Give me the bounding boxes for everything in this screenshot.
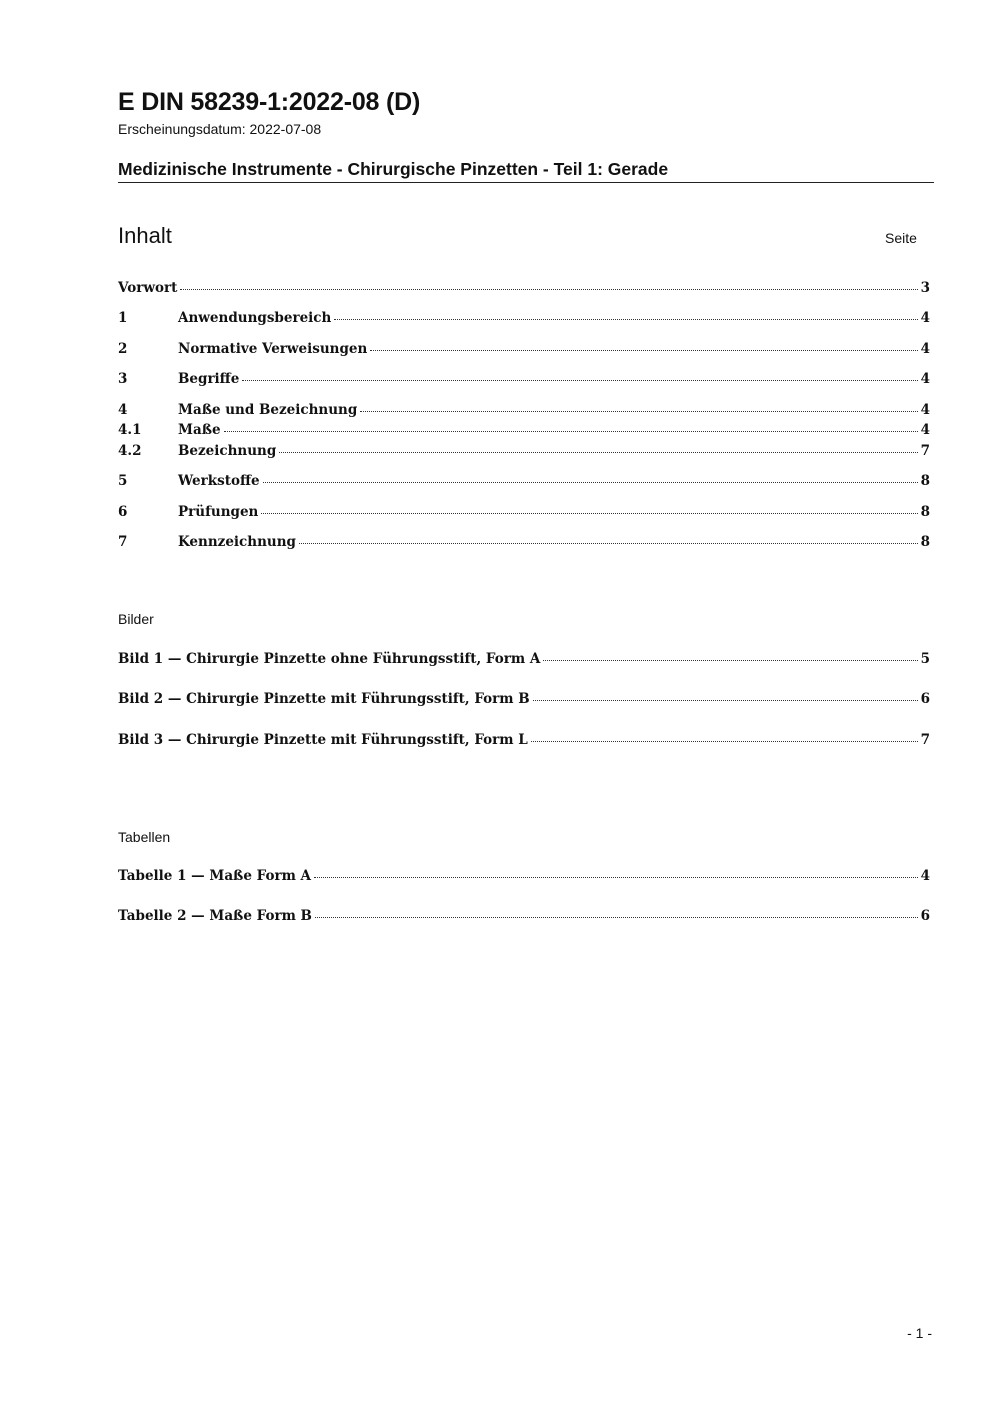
toc-entry-title: Maße xyxy=(178,422,221,438)
toc-entry-page: 4 xyxy=(920,371,930,387)
table-entry-title: Tabelle 2 — Maße Form B xyxy=(118,908,312,924)
toc-entry-title: Maße und Bezeichnung xyxy=(178,402,358,418)
toc-entry-page: 4 xyxy=(920,341,930,357)
toc-entry-title: Normative Verweisungen xyxy=(178,341,368,357)
table-entry-1[interactable] xyxy=(118,868,930,888)
dot-leader xyxy=(543,660,917,661)
toc-entry-number: 2 xyxy=(118,341,128,357)
toc-entry-4-2[interactable] xyxy=(118,443,930,463)
page-number: - 1 - xyxy=(907,1325,932,1341)
toc-entry-page: 4 xyxy=(920,402,930,418)
toc-entry-page: 7 xyxy=(920,443,930,459)
toc-entry-6[interactable] xyxy=(118,504,930,524)
figure-entry-3[interactable] xyxy=(118,732,930,752)
document-title: Medizinische Instrumente - Chirurgische Pinzetten - Teil 1: Gerade xyxy=(118,159,669,179)
toc-entry-title: Werkstoffe xyxy=(178,473,260,489)
figure-entry-title: Bild 1 — Chirurgie Pinzette ohne Führungsstift, Form A xyxy=(118,651,541,667)
dot-leader xyxy=(533,700,918,701)
toc-entry-title: Kennzeichnung xyxy=(178,534,296,550)
table-entry-title: Tabelle 1 — Maße Form A xyxy=(118,868,312,884)
toc-entry-page: 8 xyxy=(920,504,930,520)
toc-entry-1[interactable] xyxy=(118,310,930,330)
toc-entry-page: 8 xyxy=(920,534,930,550)
document-id: E DIN 58239-1:2022-08 (D) xyxy=(118,88,421,116)
toc-entry-7[interactable] xyxy=(118,534,930,554)
figure-entry-page: 6 xyxy=(920,691,930,707)
tables-heading: Tabellen xyxy=(118,829,171,845)
dot-leader xyxy=(314,877,918,878)
dot-leader xyxy=(261,513,917,514)
table-entry-page: 6 xyxy=(920,908,930,924)
toc-entry-page: 3 xyxy=(920,280,930,296)
figure-entry-page: 7 xyxy=(920,732,930,748)
table-entry-2[interactable] xyxy=(118,908,930,928)
dot-leader xyxy=(263,482,918,483)
figure-entry-title: Bild 3 — Chirurgie Pinzette mit Führungsstift, Form L xyxy=(118,732,528,748)
toc-entry-number: 5 xyxy=(118,473,128,489)
toc-entry-4[interactable] xyxy=(118,402,930,422)
toc-entry-title: Prüfungen xyxy=(178,504,259,520)
toc-entry-number: 1 xyxy=(118,310,128,326)
toc-entry-number: 3 xyxy=(118,371,128,387)
dot-leader xyxy=(224,431,918,432)
toc-entry-number: 4.1 xyxy=(118,422,142,438)
toc-entry-5[interactable] xyxy=(118,473,930,493)
dot-leader xyxy=(315,917,918,918)
toc-entry-3[interactable] xyxy=(118,371,930,391)
dot-leader xyxy=(531,741,918,742)
figures-heading: Bilder xyxy=(118,611,154,627)
figure-entry-2[interactable] xyxy=(118,691,930,711)
toc-entry-page: 4 xyxy=(920,310,930,326)
toc-entry-page: 8 xyxy=(920,473,930,489)
toc-entry-title: Anwendungsbereich xyxy=(178,310,332,326)
figure-entry-title: Bild 2 — Chirurgie Pinzette mit Führungsstift, Form B xyxy=(118,691,530,707)
dot-leader xyxy=(334,319,917,320)
page-column-label: Seite xyxy=(885,230,917,246)
dot-leader xyxy=(370,350,917,351)
toc-heading: Inhalt xyxy=(118,223,172,248)
toc-entry-vorwort[interactable] xyxy=(118,280,930,300)
dot-leader xyxy=(180,289,917,290)
toc-entry-number: 4.2 xyxy=(118,443,142,459)
toc-entry-title: Bezeichnung xyxy=(178,443,277,459)
dot-leader xyxy=(360,411,917,412)
toc-entry-number: 4 xyxy=(118,402,128,418)
figure-entry-1[interactable] xyxy=(118,651,930,671)
dot-leader xyxy=(279,452,917,453)
toc-entry-number: 7 xyxy=(118,534,128,550)
figure-entry-page: 5 xyxy=(920,651,930,667)
toc-entry-number: 6 xyxy=(118,504,128,520)
publication-date: Erscheinungsdatum: 2022-07-08 xyxy=(118,121,322,137)
toc-entry-page: 4 xyxy=(920,422,930,438)
toc-entry-title: Vorwort xyxy=(118,280,178,296)
table-entry-page: 4 xyxy=(920,868,930,884)
title-divider xyxy=(118,182,934,183)
dot-leader xyxy=(299,543,918,544)
dot-leader xyxy=(242,380,917,381)
toc-entry-title: Begriffe xyxy=(178,371,240,387)
toc-entry-2[interactable] xyxy=(118,341,930,361)
toc-entry-4-1[interactable] xyxy=(118,422,930,442)
